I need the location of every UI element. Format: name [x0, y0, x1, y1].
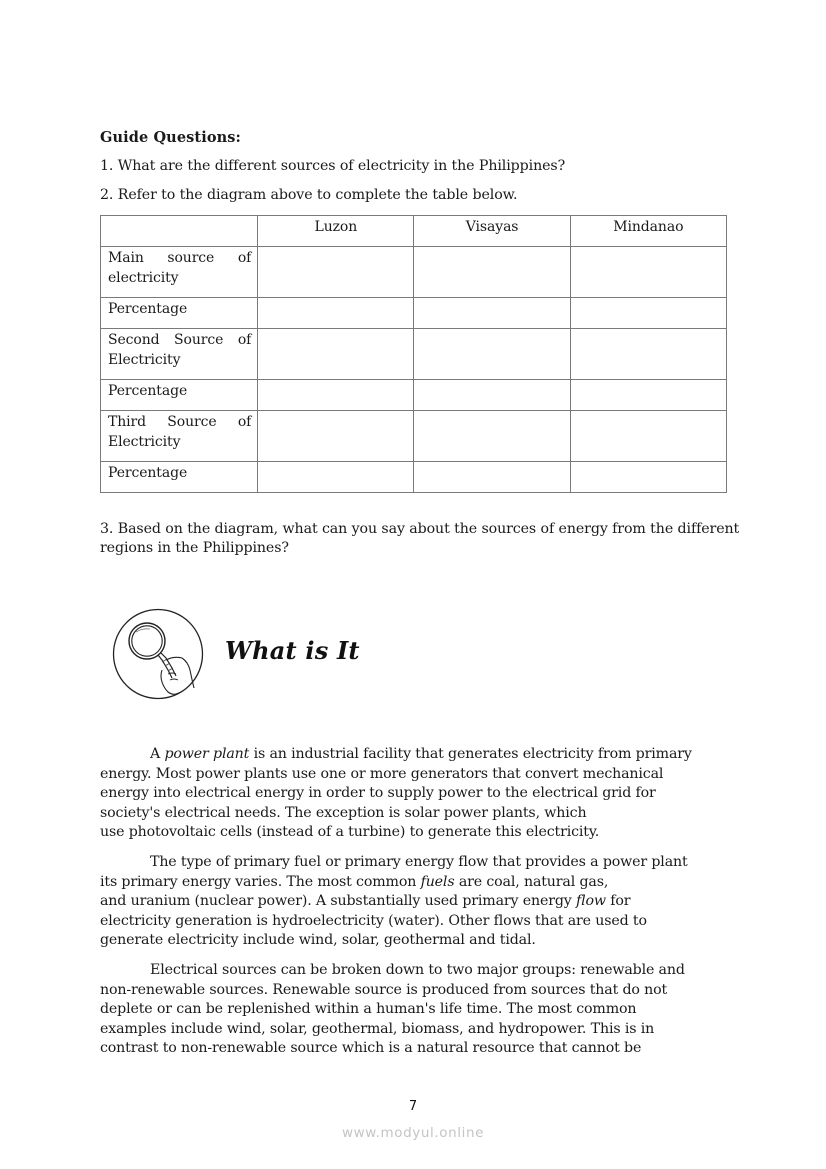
text-line [100, 892, 740, 912]
question-2: 2. Refer to the diagram above to complete the table below. [100, 187, 518, 203]
table-header-row [101, 216, 727, 247]
emphasis-term: fuels [420, 873, 455, 890]
label-word: Electricity [108, 434, 181, 450]
text-line [100, 873, 740, 893]
label-word: electricity [108, 270, 179, 286]
header-cell-luzon: Luzon [258, 216, 414, 247]
paragraph-power-plant [100, 745, 740, 843]
row-label-second-source [101, 329, 258, 380]
answer-cell-mindanao[interactable] [570, 298, 726, 329]
header-cell-mindanao: Mindanao [570, 216, 726, 247]
text-line: deplete or can be replenished within a human's life time. The most common [100, 1001, 637, 1018]
label-word: Electricity [108, 352, 181, 368]
answer-cell-visayas[interactable] [414, 462, 570, 493]
text-line: society's electrical needs. The exception is solar power plants, which [100, 804, 587, 821]
text-span: for [605, 893, 631, 910]
answer-cell-mindanao[interactable] [570, 380, 726, 411]
question-1: 1. What are the different sources of electricity in the Philippines? [100, 158, 566, 174]
text-line: energy. Most power plants use one or more generators that convert mechanical [100, 765, 664, 782]
text-line: energy into electrical energy in order to supply power to the electrical grid for [100, 785, 656, 802]
answer-cell-mindanao[interactable] [570, 462, 726, 493]
table-row-percentage-3 [101, 462, 727, 493]
label-word: source [167, 250, 215, 266]
emphasis-term: power plant [164, 746, 250, 762]
section-heading-what-is-it: What is It [225, 636, 360, 665]
answer-cell-luzon[interactable] [258, 462, 414, 493]
answer-cell-visayas[interactable] [414, 411, 570, 462]
table-row-third-source [101, 411, 727, 462]
electricity-sources-table [100, 215, 727, 493]
answer-cell-mindanao[interactable] [570, 247, 726, 298]
answer-cell-visayas[interactable] [414, 247, 570, 298]
paragraph-primary-fuel [100, 853, 740, 951]
label-word: of [237, 332, 252, 348]
table-row-second-source [101, 329, 727, 380]
header-cell-visayas: Visayas [414, 216, 570, 247]
answer-cell-mindanao[interactable] [570, 329, 726, 380]
text-line: contrast to non-renewable source which is a natural resource that cannot be [100, 1040, 642, 1057]
header-cell-blank [101, 216, 258, 247]
text-span: are coal, natural gas, [454, 873, 609, 890]
text-line: non-renewable sources. Renewable source is produced from sources that do not [100, 981, 668, 998]
paragraph-electrical-sources [100, 961, 740, 1059]
row-label-third-source [101, 411, 258, 462]
page-number: 7 [408, 1099, 418, 1114]
watermark: www.modyul.online [341, 1125, 485, 1141]
answer-cell-luzon[interactable] [258, 329, 414, 380]
text-line [100, 745, 740, 765]
answer-cell-luzon[interactable] [258, 380, 414, 411]
answer-cell-luzon[interactable] [258, 247, 414, 298]
text-line: Electrical sources can be broken down to two major groups: renewable and [150, 962, 685, 978]
question-3: 3. Based on the diagram, what can you say about the sources of energy from the different regions in the Philippines? [100, 521, 740, 556]
row-label-main-source [101, 247, 258, 298]
answer-cell-visayas[interactable] [414, 298, 570, 329]
text-span: A [150, 746, 165, 762]
label-word: of [237, 250, 252, 266]
text-line: The type of primary fuel or primary energy flow that provides a power plant [150, 854, 688, 870]
answer-cell-mindanao[interactable] [570, 411, 726, 462]
text-span: its primary energy varies. The most common [100, 873, 421, 890]
answer-cell-visayas[interactable] [414, 380, 570, 411]
row-label-percentage: Percentage [101, 298, 258, 329]
table-row-main-source [101, 247, 727, 298]
text-span: is an industrial facility that generates electricity from primary [249, 746, 692, 762]
answer-cell-luzon[interactable] [258, 298, 414, 329]
text-line: examples include wind, solar, geothermal, biomass, and hydropower. This is in [100, 1020, 655, 1037]
row-label-percentage: Percentage [101, 380, 258, 411]
label-word: Third [108, 414, 146, 430]
guide-questions-title: Guide Questions: [100, 129, 241, 146]
answer-cell-luzon[interactable] [258, 411, 414, 462]
table-row-percentage-1 [101, 298, 727, 329]
label-word: Main [108, 250, 144, 266]
row-label-percentage: Percentage [101, 462, 258, 493]
emphasis-term: flow [576, 893, 606, 910]
text-line: use photovoltaic cells (instead of a turbine) to generate this electricity. [100, 824, 600, 841]
label-word: Second [108, 332, 160, 348]
answer-cell-visayas[interactable] [414, 329, 570, 380]
label-word: Source [167, 414, 217, 430]
label-word: Source [174, 332, 224, 348]
magnifying-glass-hand-icon [112, 608, 204, 700]
text-span: and uranium (nuclear power). A substantially used primary energy [100, 893, 577, 910]
text-line: electricity generation is hydroelectricity (water). Other flows that are used to [100, 912, 647, 929]
text-line: generate electricity include wind, solar, geothermal and tidal. [100, 932, 536, 949]
label-word: of [237, 414, 252, 430]
table-row-percentage-2 [101, 380, 727, 411]
